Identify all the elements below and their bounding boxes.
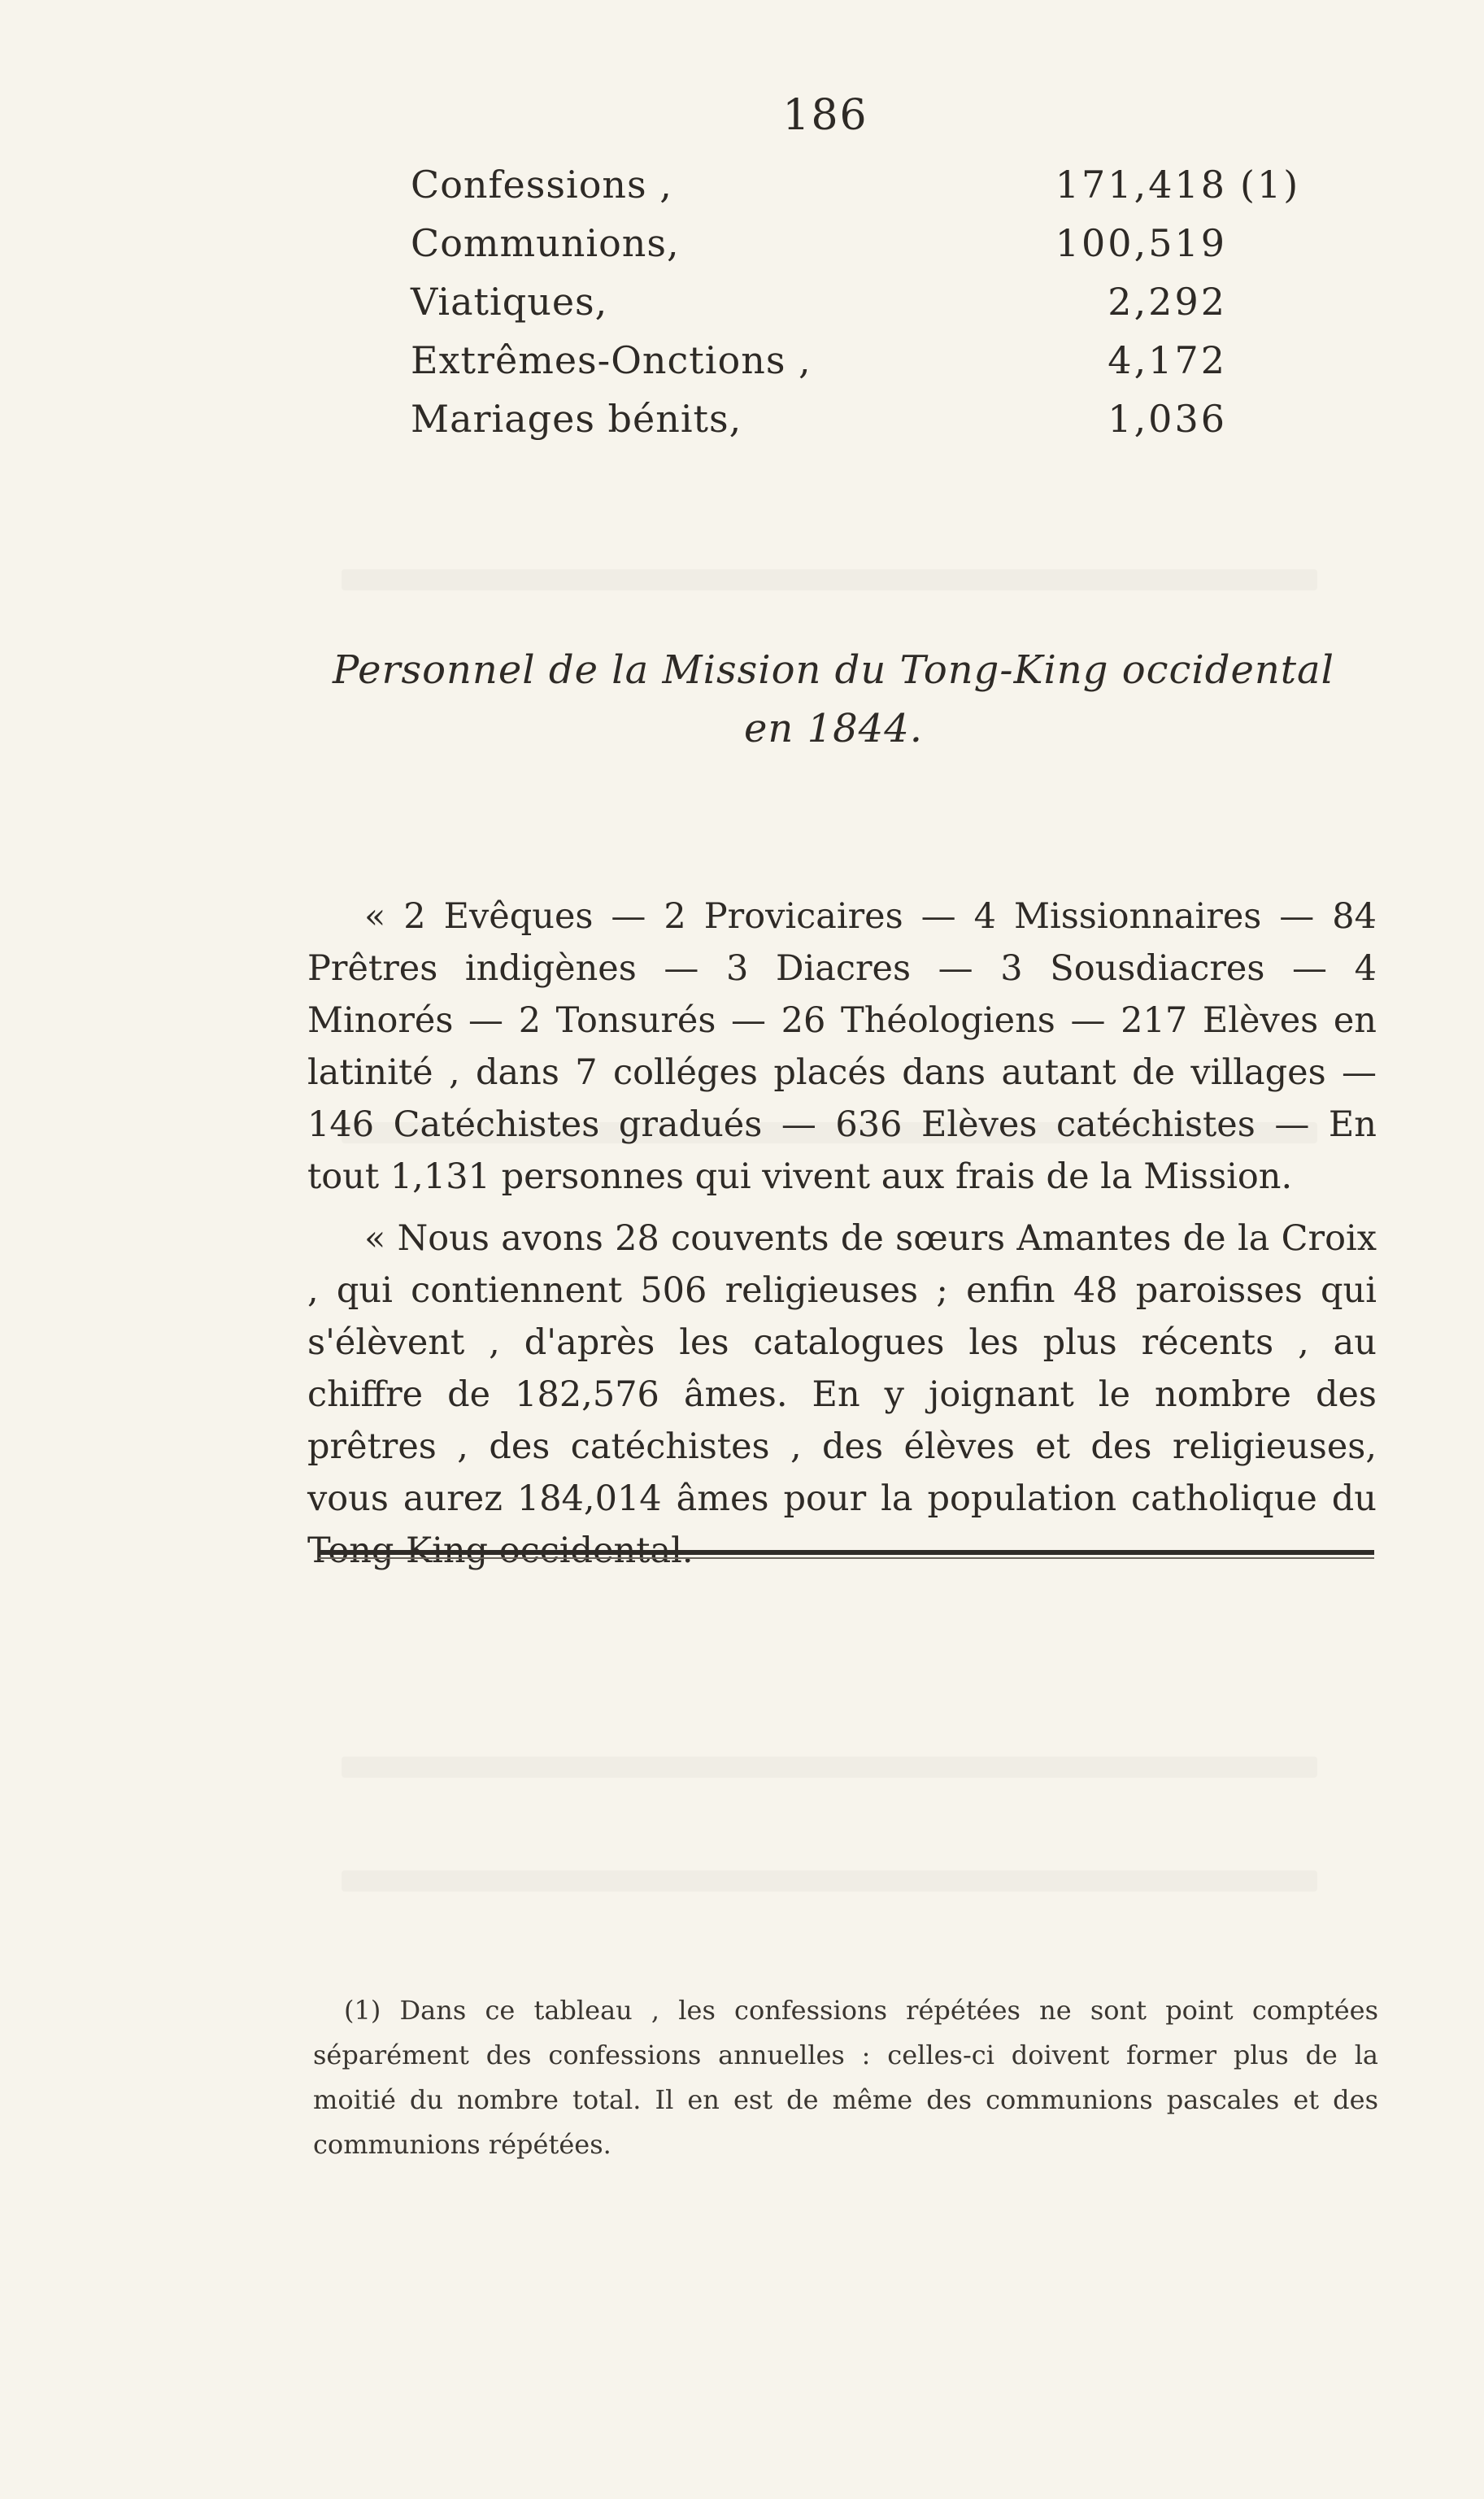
stat-value <box>1037 338 1305 382</box>
stat-value <box>1037 280 1305 324</box>
stat-value <box>1037 163 1305 207</box>
paragraph: « 2 Evêques — 2 Provicaires — 4 Missionnaires — 84 Prêtres indigènes — 3 Diacres — 3 Sousdiacres — 4 Minorés — 2 Tonsurés — 26 Théologiens — 217 Elèves en latinité , dans 7 colléges placés dans autant de villages — 146 Catéchistes gradués — 636 Elèves catéchistes — En tout 1,131 personnes qui vivent aux frais de la Mission. <box>307 896 1377 1197</box>
stat-value <box>1037 221 1305 265</box>
statistics-table <box>411 163 1305 455</box>
footnote <box>313 1988 1378 2167</box>
stat-label: Mariages bénits, <box>411 397 742 441</box>
stat-row <box>411 163 1305 221</box>
stat-label: Communions, <box>411 221 680 265</box>
section-divider <box>319 1550 1374 1555</box>
stat-number: 2,292 <box>1108 280 1227 324</box>
stat-row <box>411 338 1305 397</box>
stat-number: 100,519 <box>1055 221 1227 265</box>
stat-label: Confessions , <box>411 163 672 207</box>
stat-value <box>1037 397 1305 441</box>
body-text <box>307 890 1377 1587</box>
stat-label: Viatiques, <box>411 280 608 324</box>
section-year: en 1844. <box>744 706 923 751</box>
stat-row <box>411 397 1305 455</box>
stat-number: 171,418 <box>1055 163 1227 207</box>
show-through-line <box>342 1757 1317 1778</box>
stat-number: 4,172 <box>1108 338 1227 382</box>
stat-label: Extrêmes-Onctions , <box>411 338 812 382</box>
page-number: 186 <box>782 91 868 140</box>
stat-number: 1,036 <box>1108 397 1227 441</box>
section-divider-thin <box>319 1557 1374 1559</box>
show-through-line <box>342 1870 1317 1892</box>
footnote-ref: (1) <box>1240 163 1301 207</box>
section-heading <box>317 641 1350 758</box>
show-through-line <box>342 569 1317 590</box>
stat-row <box>411 221 1305 280</box>
stat-row <box>411 280 1305 338</box>
footnote-text: (1) Dans ce tableau , les confessions répétées ne sont point comptées séparément des confessions annuelles : celles-ci doivent former plus de la moitié du nombre total. Il en est de même des communions pascales et des communions répétées. <box>313 1995 1378 2160</box>
section-title: Personnel de la Mission du Tong-King occidental <box>332 647 1335 693</box>
paragraph: « Nous avons 28 couvents de sœurs Amantes de la Croix , qui contiennent 506 religieuses ; enfin 48 paroisses qui s'élèvent , d'après les catalogues les plus récents , au chiffre de 182,576 âmes. En y joignant le nombre des prêtres , des catéchistes , des élèves et des religieuses, vous aurez 184,014 âmes pour la population catholique du Tong-King occidental. <box>307 1218 1377 1571</box>
